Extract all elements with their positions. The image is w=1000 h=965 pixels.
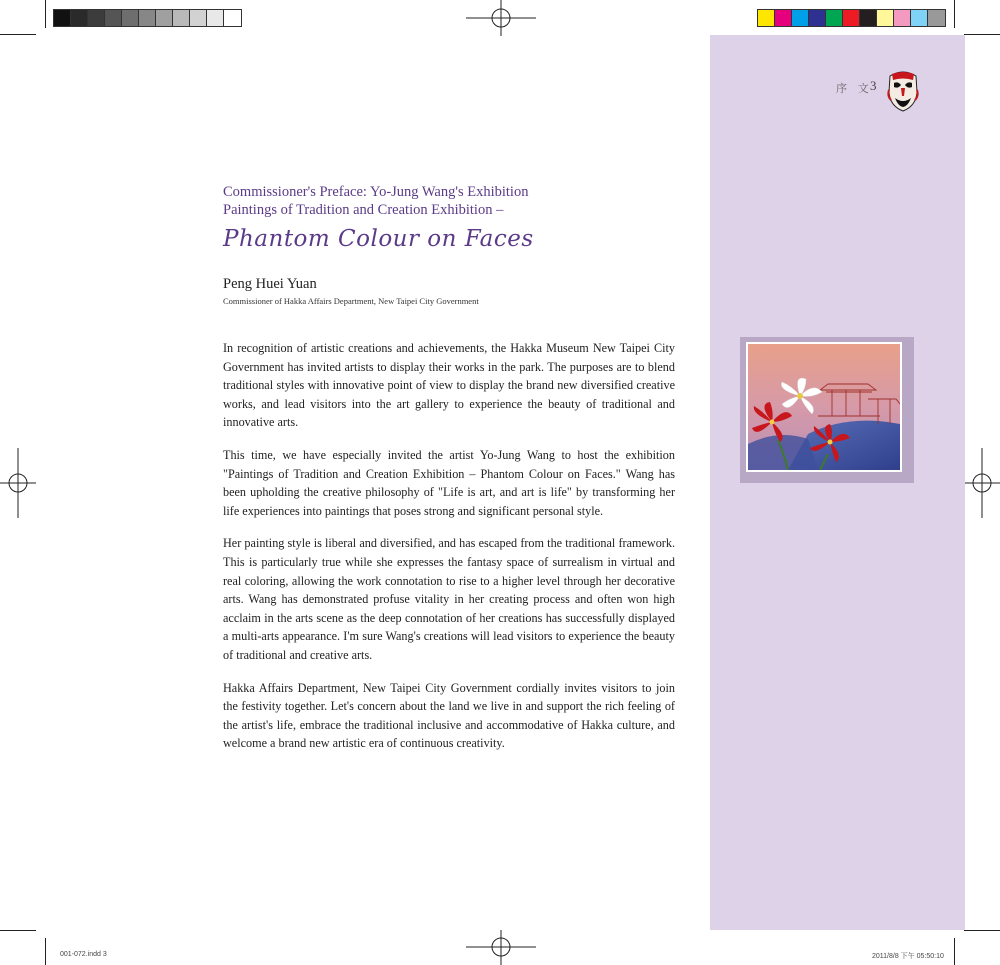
slug-timestamp: 2011/8/8 下午 05:50:10 <box>872 953 944 960</box>
registration-mark-left <box>0 448 36 518</box>
color-swatch <box>122 10 139 26</box>
color-swatch <box>88 10 105 26</box>
color-swatch <box>843 10 860 26</box>
color-swatch <box>826 10 843 26</box>
crop-mark <box>45 0 46 28</box>
color-swatch <box>928 10 945 26</box>
crop-mark <box>964 930 1000 931</box>
slug-file-name: 001-072.indd 3 <box>60 951 107 958</box>
crop-mark <box>45 938 46 965</box>
color-swatch <box>877 10 894 26</box>
color-swatch <box>190 10 207 26</box>
opera-mask-icon <box>886 70 920 112</box>
color-swatch <box>792 10 809 26</box>
exhibition-title: Phantom Colour on Faces <box>223 226 534 252</box>
color-swatch <box>54 10 71 26</box>
painting-image <box>746 342 902 472</box>
preface-title-line1: Commissioner's Preface: Yo-Jung Wang's Exhibition <box>223 184 529 200</box>
body-paragraph: Hakka Affairs Department, New Taipei City Government cordially invites visitors to join the festivity together. Let's concern about the land we live in and support the rich feeling of the artist's life, embrace the traditional inclusive and accommodative of Hakka culture, and welcome a brand new artistic era of continuous creativity. <box>223 680 675 751</box>
body-paragraph: Her painting style is liberal and diversified, and has escaped from the traditional framework. This is particularly true while she expresses the fantasy space of surrealism in virtual and real coloring, allowing the work connotation to rise to a higher level through her decorative arts. Wang has demonstrated profuse vitality in her creating process and often won high acclaim in the arts scene as the deep connotation of her creations has successfully displayed a multi-arts appearance. I'm sure Wang's creations will lead visitors to experience the beauty of traditional and creative arts. <box>223 536 675 662</box>
author-name: Peng Huei Yuan <box>223 276 317 292</box>
color-swatch <box>758 10 775 26</box>
color-swatch <box>911 10 928 26</box>
chapter-label: 序 文 <box>836 83 873 95</box>
color-swatch <box>156 10 173 26</box>
preface-body <box>223 339 675 767</box>
author-role: Commissioner of Hakka Affairs Department, New Taipei City Government <box>223 296 479 306</box>
color-swatch <box>775 10 792 26</box>
preface-title-block <box>223 183 683 252</box>
body-paragraph: This time, we have especially invited the artist Yo-Jung Wang to host the exhibition "Paintings of Tradition and Creation Exhibition – Phantom Colour on Faces." Wang has been upholding the creative philosophy of "Life is art, and art is life" by transforming her life experiences into paintings that poses strong and significant personal style. <box>223 447 675 518</box>
crop-mark <box>0 930 36 931</box>
grayscale-color-bar <box>53 9 242 27</box>
crop-mark <box>0 34 36 35</box>
preface-title-line2: Paintings of Tradition and Creation Exhibition – <box>223 202 504 218</box>
color-swatch <box>105 10 122 26</box>
color-swatch <box>860 10 877 26</box>
crop-mark <box>954 0 955 28</box>
color-swatch <box>173 10 190 26</box>
process-color-bar <box>757 9 946 27</box>
color-swatch <box>71 10 88 26</box>
color-swatch <box>207 10 224 26</box>
color-swatch <box>139 10 156 26</box>
crop-mark <box>964 34 1000 35</box>
registration-mark-bottom <box>466 930 536 965</box>
registration-mark-top <box>466 0 536 36</box>
body-paragraph: In recognition of artistic creations and achievements, the Hakka Museum New Taipei City Government has invited artists to display their works in the park. The purposes are to blend traditional styles with innovative point of view to display the brand new diversified creative works, and lead visitors into the art gallery to experience the beauty of traditional and innovative arts. <box>223 341 675 430</box>
color-swatch <box>809 10 826 26</box>
crop-mark <box>954 938 955 965</box>
color-swatch <box>894 10 911 26</box>
color-swatch <box>224 10 241 26</box>
page-number: 3 <box>870 78 877 93</box>
registration-mark-right <box>964 448 1000 518</box>
